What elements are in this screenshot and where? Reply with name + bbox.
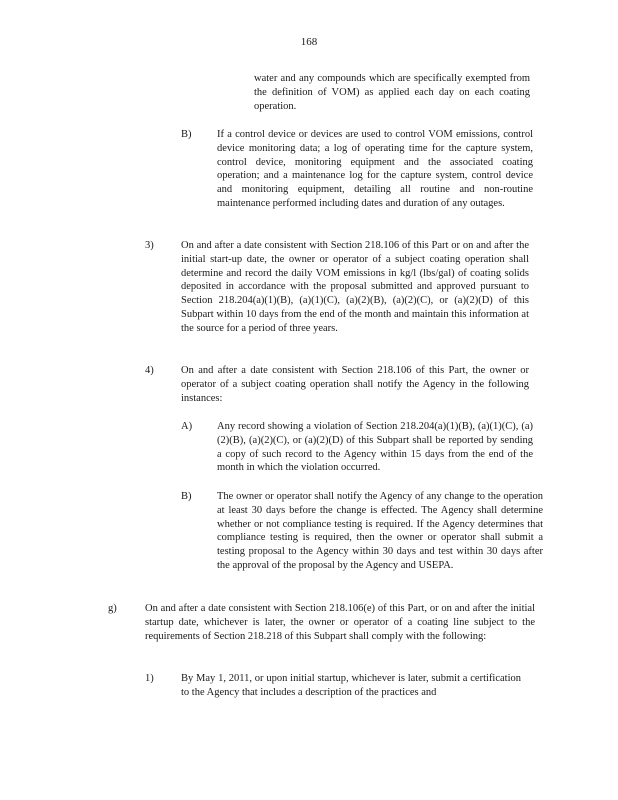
paragraph-text: The owner or operator shall notify the Agency of any change to the operation at least 30 days before the change is effected. The Agency shall determine whether or not compliance testing is required. If the Agency determines that compliance testing is required, then the owner or operator shall submit a testing proposal to the Agency within 30 days and test within 30 days after the approval of the proposal by the Agency and USEPA. — [217, 491, 543, 571]
paragraph-text: On and after a date consistent with Section 218.106 of this Part or on and after the initial start-up date, the owner or operator of a subject coating operation shall determine and record the daily VOM emissions in kg/l (lbs/gal) of coating solids deposited in accordance with the proposal submitted and approved pursuant to Section 218.204(a)(1)(B), (a)(1)(C), (a)(2)(B), (a)(2)(C), or (a)(2)(D) of this Subpart within 10 days from the end of the month and maintain this information at the source for a period of three years. — [181, 240, 529, 334]
paragraph-text: Any record showing a violation of Section 218.204(a)(1)(B), (a)(1)(C), (a)(2)(B), (a)(2)(C), or (a)(2)(D) of this Subpart shall be reported by sending a copy of such record to the Agency within 15 days from the end of the month in which the violation occurred. — [217, 421, 533, 474]
paragraph-text: If a control device or devices are used to control VOM emissions, control device monitoring data; a log of operating time for the capture system, control device, monitoring equipment and the associated coating operation; and a maintenance log for the capture system, control device and monitoring equipment, detailing all routine and non-routine maintenance performed including dates and duration of any outages. — [217, 129, 533, 209]
paragraph-text: water and any compounds which are specifically exempted from the definition of VOM) as applied each day on each coating operation. — [254, 73, 530, 112]
item-3-daily-vom — [181, 239, 529, 336]
item-marker-b: B) — [181, 129, 192, 140]
item-marker-4a: A) — [181, 421, 193, 432]
item-4-notify-agency — [181, 364, 529, 405]
paragraph-text: On and after a date consistent with Section 218.106 of this Part, the owner or operator of a subject coating operation shall notify the Agency in the following instances: — [181, 365, 529, 404]
item-marker-4: 4) — [145, 365, 154, 376]
paragraph-text: By May 1, 2011, or upon initial startup, whichever is later, submit a certification to the Agency that includes a description of the practices and — [181, 673, 521, 698]
item-b-recordkeeping — [217, 128, 533, 211]
item-g-coating-line — [145, 602, 535, 643]
item-marker-4b: B) — [181, 491, 192, 502]
item-g1-certification — [181, 672, 521, 700]
continuation-paragraph — [254, 72, 530, 113]
item-4a-violation-record — [217, 420, 533, 475]
page-number: 168 — [300, 36, 318, 48]
item-marker-3: 3) — [145, 240, 154, 251]
paragraph-text: On and after a date consistent with Section 218.106(e) of this Part, or on and after the initial startup date, whichever is later, the owner or operator of a coating line subject to the requirements of Section 218.218 of this Subpart shall comply with the following: — [145, 603, 535, 642]
item-4b-change-notice — [217, 490, 543, 573]
item-marker-g1: 1) — [145, 673, 154, 684]
item-marker-g: g) — [108, 603, 117, 614]
